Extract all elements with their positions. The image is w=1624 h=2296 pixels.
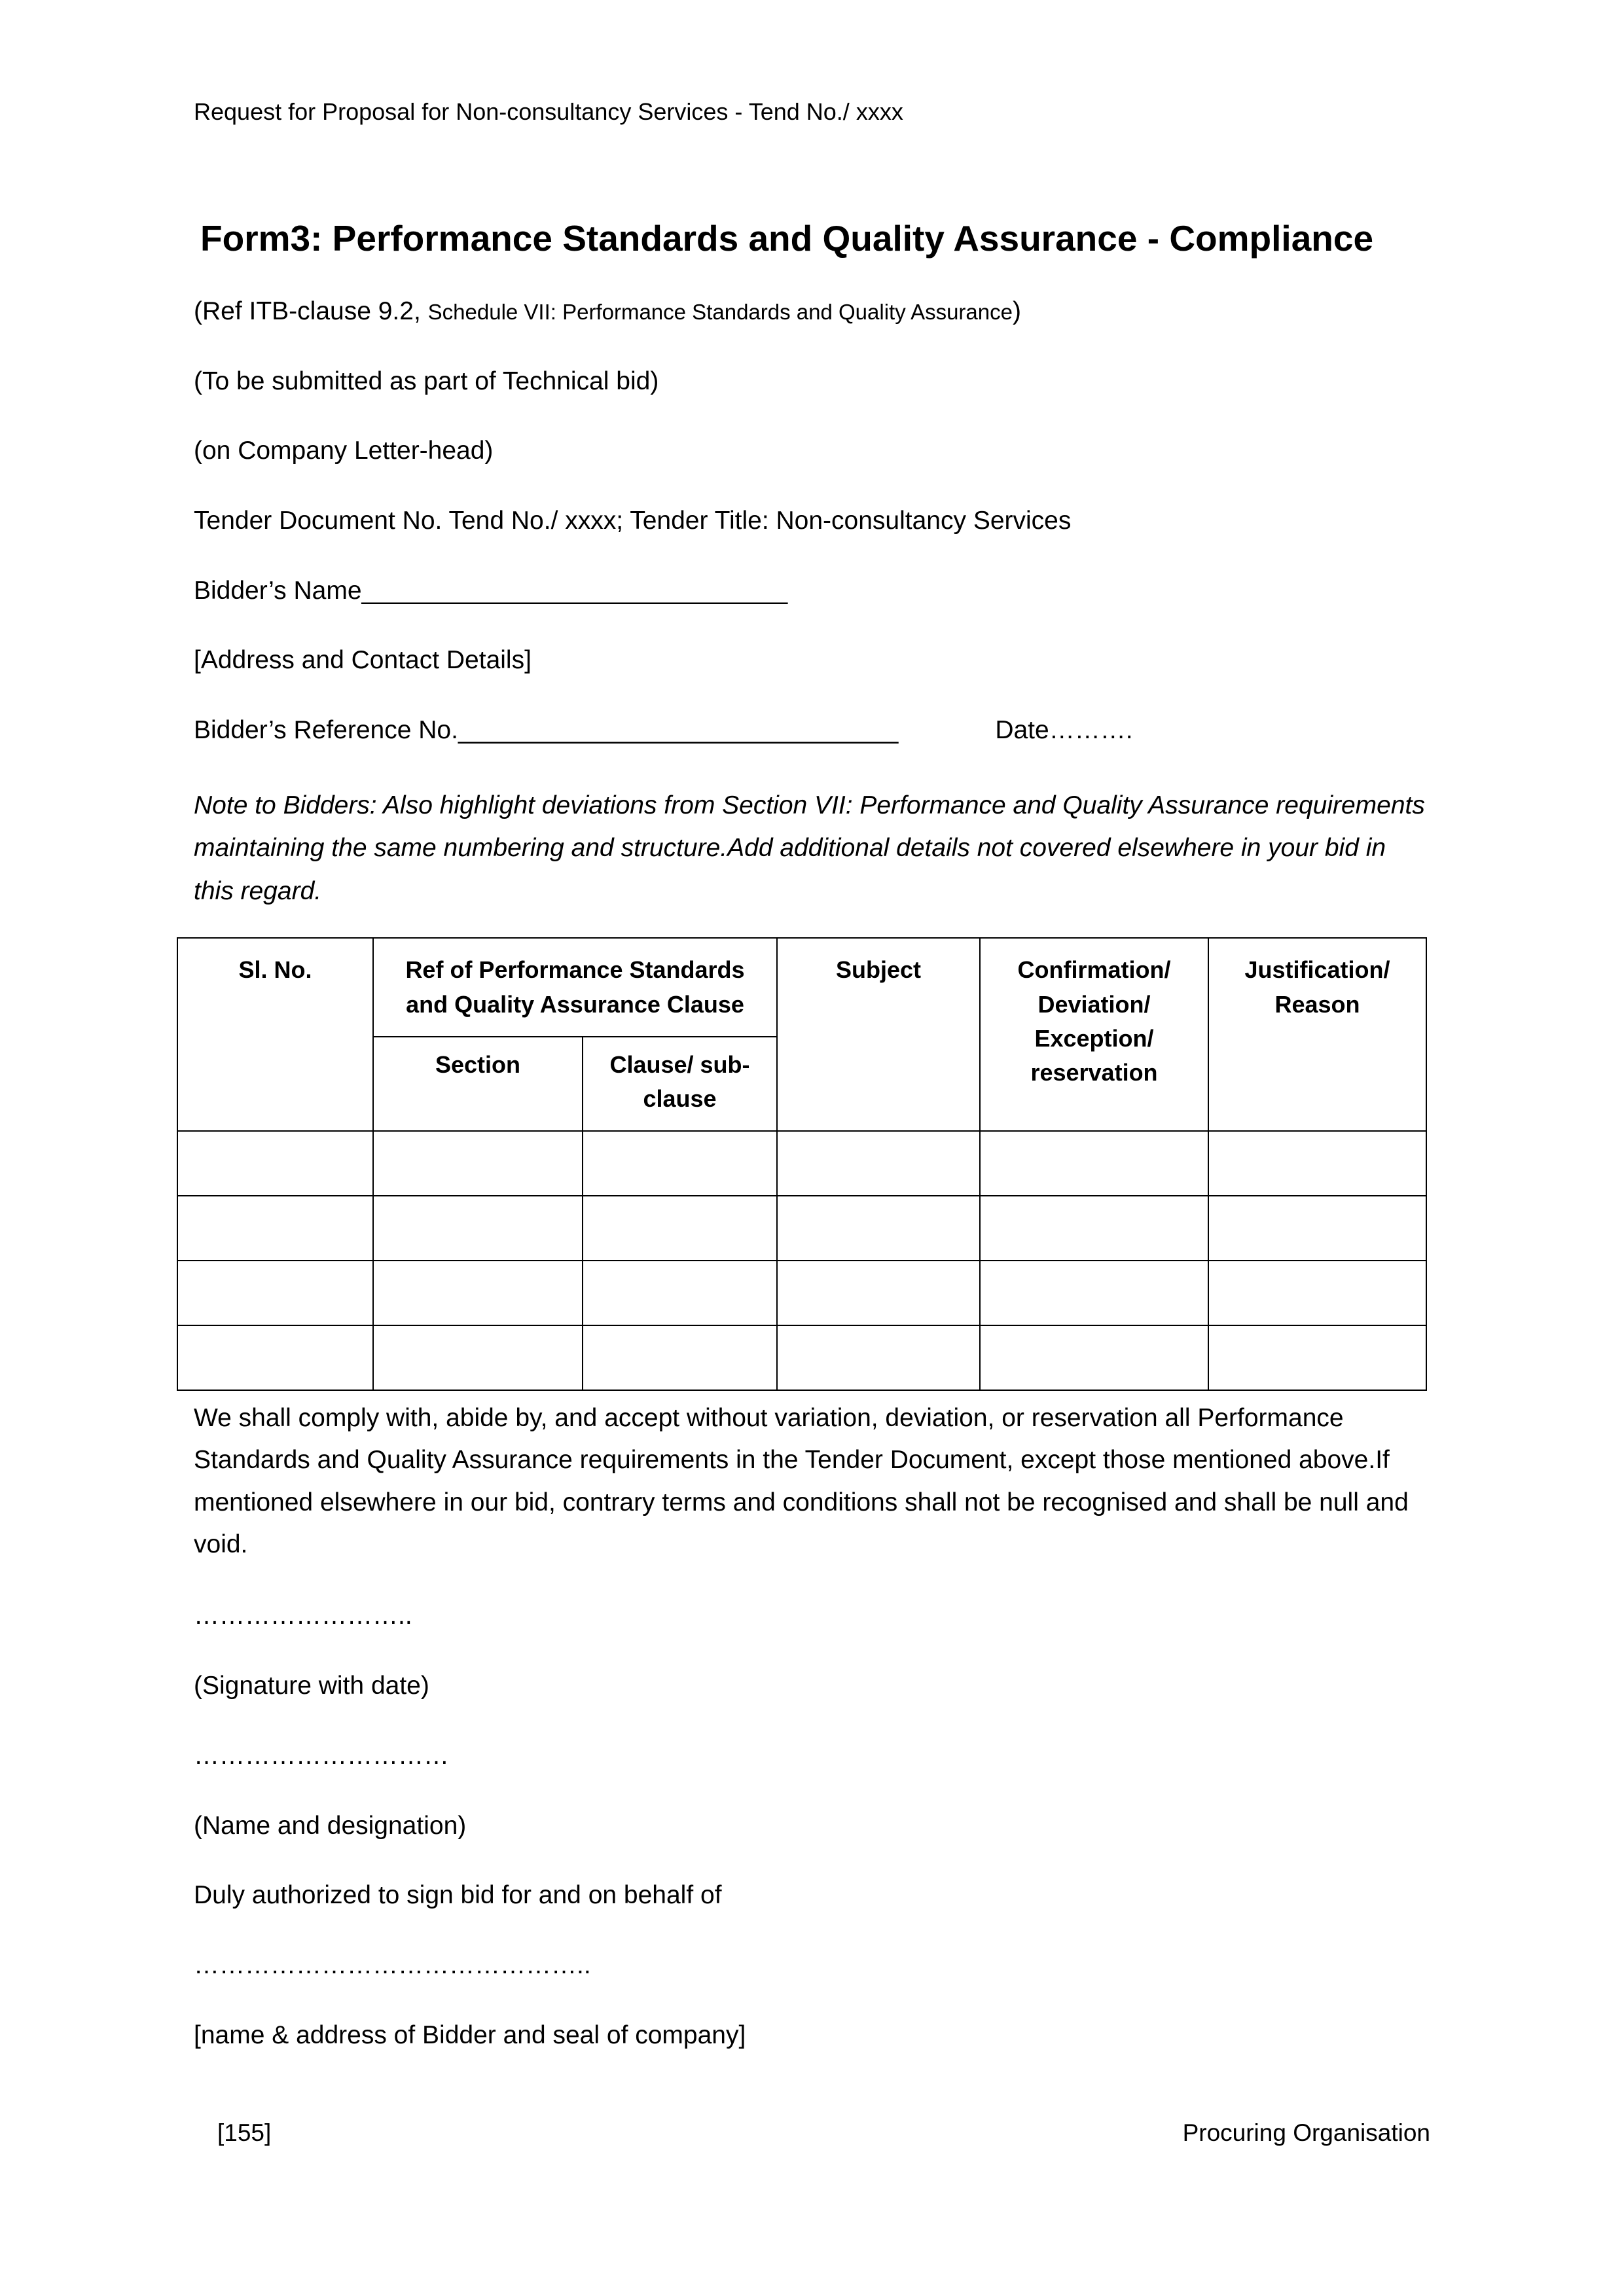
table-cell	[980, 1325, 1208, 1390]
running-header: Request for Proposal for Non-consultancy Services - Tend No./ xxxx	[194, 98, 903, 125]
table-cell	[583, 1131, 777, 1196]
table-cell	[373, 1131, 583, 1196]
table-cell	[777, 1325, 980, 1390]
header-ref-group: Ref of Performance Standards and Quality Assurance Clause	[373, 938, 777, 1036]
header-subject: Subject	[777, 938, 980, 1131]
page-footer	[194, 2119, 1430, 2147]
signature-label: (Signature with date)	[194, 1672, 429, 1700]
reference-date-line	[194, 714, 1430, 747]
bidder-name-line: Bidder’s Name______________________________	[194, 576, 788, 605]
table-row	[177, 1131, 1426, 1196]
authorized-line: Duly authorized to sign bid for and on behalf of	[194, 1881, 722, 1910]
company-dots: ………………………………………..	[194, 1950, 591, 1979]
table-cell	[373, 1196, 583, 1261]
table-cell	[177, 1261, 373, 1325]
note-to-bidders: Note to Bidders: Also highlight deviations from Section VII: Performance and Quality Assurance requirements maintaining the same numbering and structure.Add additional details not covered elsewhere in your bid in this regard.	[194, 791, 1425, 905]
table-cell	[980, 1261, 1208, 1325]
table-body	[177, 1131, 1426, 1390]
compliance-table	[177, 937, 1427, 1391]
signature-dots: ……………………..	[194, 1602, 412, 1630]
submission-note: (To be submitted as part of Technical bid)	[194, 367, 659, 395]
name-dots: …………………………	[194, 1741, 449, 1770]
address-contact-line: [Address and Contact Details]	[194, 646, 532, 675]
header-section: Section	[373, 1037, 583, 1131]
table-row	[177, 1261, 1426, 1325]
table-cell	[777, 1196, 980, 1261]
header-sl-no: Sl. No.	[177, 938, 373, 1131]
table-cell	[373, 1261, 583, 1325]
table-head	[177, 938, 1426, 1131]
table-row	[177, 1325, 1426, 1390]
table-cell	[373, 1325, 583, 1390]
table-cell	[980, 1131, 1208, 1196]
table-cell	[583, 1325, 777, 1390]
table-cell	[1208, 1325, 1426, 1390]
table-cell	[980, 1196, 1208, 1261]
header-justification: Justification/ Reason	[1208, 938, 1426, 1131]
company-seal-line: [name & address of Bidder and seal of company]	[194, 2020, 746, 2049]
table-header-row-1	[177, 938, 1426, 1036]
page-number: [155]	[217, 2119, 272, 2146]
table-row	[177, 1196, 1426, 1261]
letterhead-note: (on Company Letter-head)	[194, 437, 494, 465]
table-cell	[1208, 1131, 1426, 1196]
compliance-declaration: We shall comply with, abide by, and accept without variation, deviation, or reservation all Performance Standards and Quality Assurance requirements in the Tender Document, except those mentioned above.If mentioned elsewhere in our bid, contrary terms and conditions shall not be recognised and shall be null and void.	[194, 1404, 1409, 1559]
tender-document-line: Tender Document No. Tend No./ xxxx; Tender Title: Non-consultancy Services	[194, 507, 1072, 535]
table-cell	[1208, 1196, 1426, 1261]
ref-line-close: )	[1012, 297, 1021, 325]
table-cell	[777, 1261, 980, 1325]
form-title: Form3: Performance Standards and Quality Assurance - Compliance	[200, 218, 1374, 259]
name-designation-label: (Name and designation)	[194, 1811, 467, 1840]
table-cell	[583, 1261, 777, 1325]
header-confirmation: Confirmation/ Deviation/ Exception/ reservation	[980, 938, 1208, 1131]
table-cell	[177, 1196, 373, 1261]
table-cell	[1208, 1261, 1426, 1325]
bidder-reference-label: Bidder’s Reference No._______________________________	[194, 716, 899, 745]
date-label: Date……….	[995, 716, 1133, 745]
ref-line-main: (Ref ITB-clause 9.2,	[194, 297, 421, 325]
table-cell	[177, 1325, 373, 1390]
table-cell	[177, 1131, 373, 1196]
header-clause: Clause/ sub-clause	[583, 1037, 777, 1131]
footer-organisation: Procuring Organisation	[1182, 2119, 1430, 2146]
ref-line	[194, 295, 1430, 329]
ref-line-schedule: Schedule VII: Performance Standards and Quality Assurance	[427, 300, 1013, 324]
table-cell	[777, 1131, 980, 1196]
table-cell	[583, 1196, 777, 1261]
